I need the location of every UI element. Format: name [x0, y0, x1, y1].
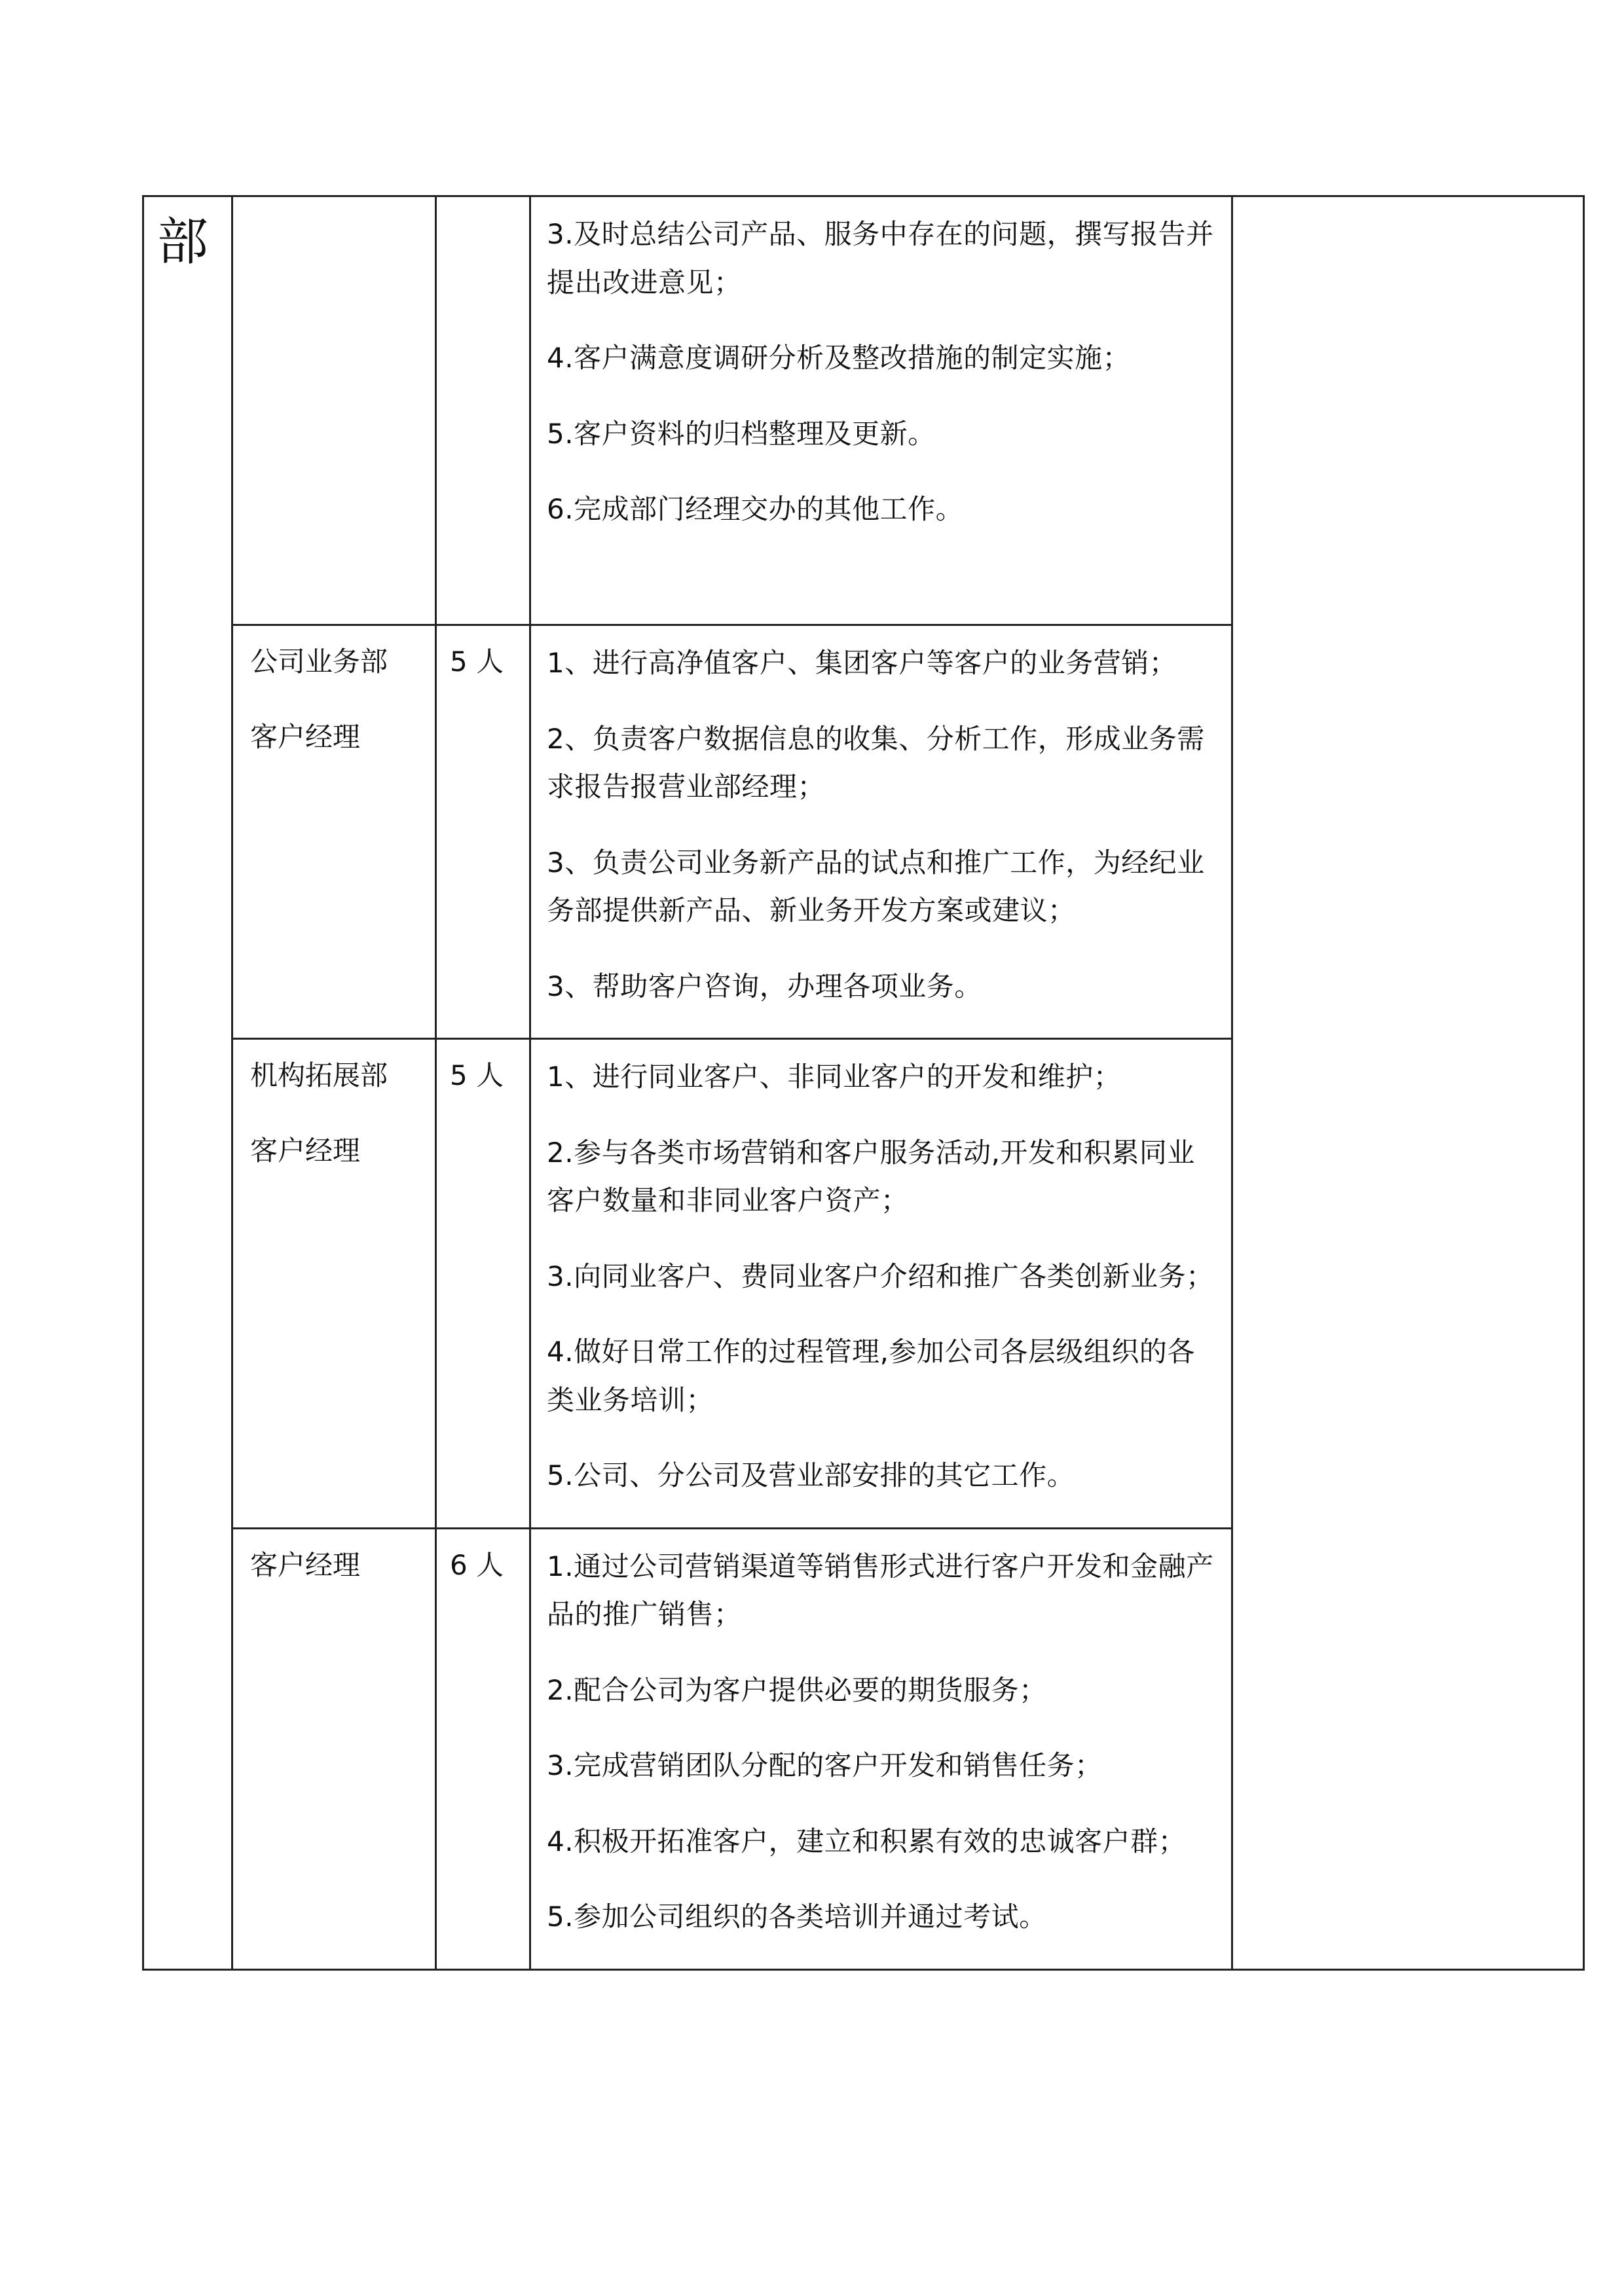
duty-item: 3、帮助客户咨询，办理各项业务。	[547, 970, 982, 1002]
duty-item: 2.参与各类市场营销和客户服务活动,开发和积累同业客户数量和非同业客户资产；	[547, 1136, 1195, 1216]
position-cell	[232, 1528, 436, 1969]
headcount-cell	[436, 625, 530, 1039]
duty-item: 3.完成营销团队分配的客户开发和销售任务；	[547, 1749, 1103, 1781]
duty-item: 6.完成部门经理交办的其他工作。	[547, 493, 964, 525]
duty-item: 4.做好日常工作的过程管理,参加公司各层级组织的各类业务培训；	[547, 1336, 1195, 1416]
duty-item: 1、进行高净值客户、集团客户等客户的业务营销；	[547, 647, 1177, 679]
duty-item: 3.向同业客户、费同业客户介绍和推广各类创新业务；	[547, 1260, 1214, 1292]
duty-list	[531, 1529, 1231, 1941]
duty-item: 3、负责公司业务新产品的试点和推广工作，为经纪业务部提供新产品、新业务开发方案或建议；	[547, 846, 1205, 926]
department-cell	[143, 196, 232, 1970]
duty-item: 5.客户资料的归档整理及更新。	[547, 417, 936, 450]
table-row	[143, 196, 1584, 625]
position-cell	[232, 196, 436, 625]
duties-cell	[530, 196, 1232, 625]
duty-list	[531, 626, 1231, 1010]
duties-cell	[530, 1528, 1232, 1969]
duty-item: 2、负责客户数据信息的收集、分析工作，形成业务需求报告报营业部经理；	[547, 722, 1205, 803]
position-name: 公司业务部	[250, 646, 388, 678]
headcount-cell	[436, 1039, 530, 1529]
duties-cell	[530, 625, 1232, 1039]
headcount: 5 人	[450, 646, 504, 678]
duty-item: 4.积极开拓准客户，建立和积累有效的忠诚客户群；	[547, 1825, 1187, 1857]
department-label: 部	[157, 213, 209, 272]
duty-item: 5.公司、分公司及营业部安排的其它工作。	[547, 1459, 1075, 1491]
duty-item: 2.配合公司为客户提供必要的期货服务；	[547, 1673, 1047, 1706]
headcount: 5 人	[450, 1059, 504, 1091]
job-duties-table	[142, 195, 1585, 1971]
duty-item: 1、进行同业客户、非同业客户的开发和维护；	[547, 1061, 1122, 1093]
duty-list	[531, 1040, 1231, 1500]
duty-item: 4.客户满意度调研分析及整改措施的制定实施；	[547, 342, 1131, 374]
headcount-cell	[436, 196, 530, 625]
duty-item: 1.通过公司营销渠道等销售形式进行客户开发和金融产品的推广销售；	[547, 1550, 1214, 1630]
position-cell	[232, 625, 436, 1039]
headcount-cell	[436, 1528, 530, 1969]
position-name: 机构拓展部	[250, 1059, 388, 1091]
duty-list	[531, 197, 1231, 534]
duty-item: 5.参加公司组织的各类培训并通过考试。	[547, 1901, 1047, 1933]
position-name: 客户经理	[250, 1548, 361, 1581]
position-title: 客户经理	[250, 1134, 361, 1167]
position-cell	[232, 1039, 436, 1529]
duties-cell	[530, 1039, 1232, 1529]
duty-item: 3.及时总结公司产品、服务中存在的问题，撰写报告并提出改进意见；	[547, 218, 1214, 299]
remarks-cell	[1232, 196, 1584, 1970]
position-title: 客户经理	[250, 720, 361, 753]
headcount: 6 人	[450, 1548, 504, 1581]
